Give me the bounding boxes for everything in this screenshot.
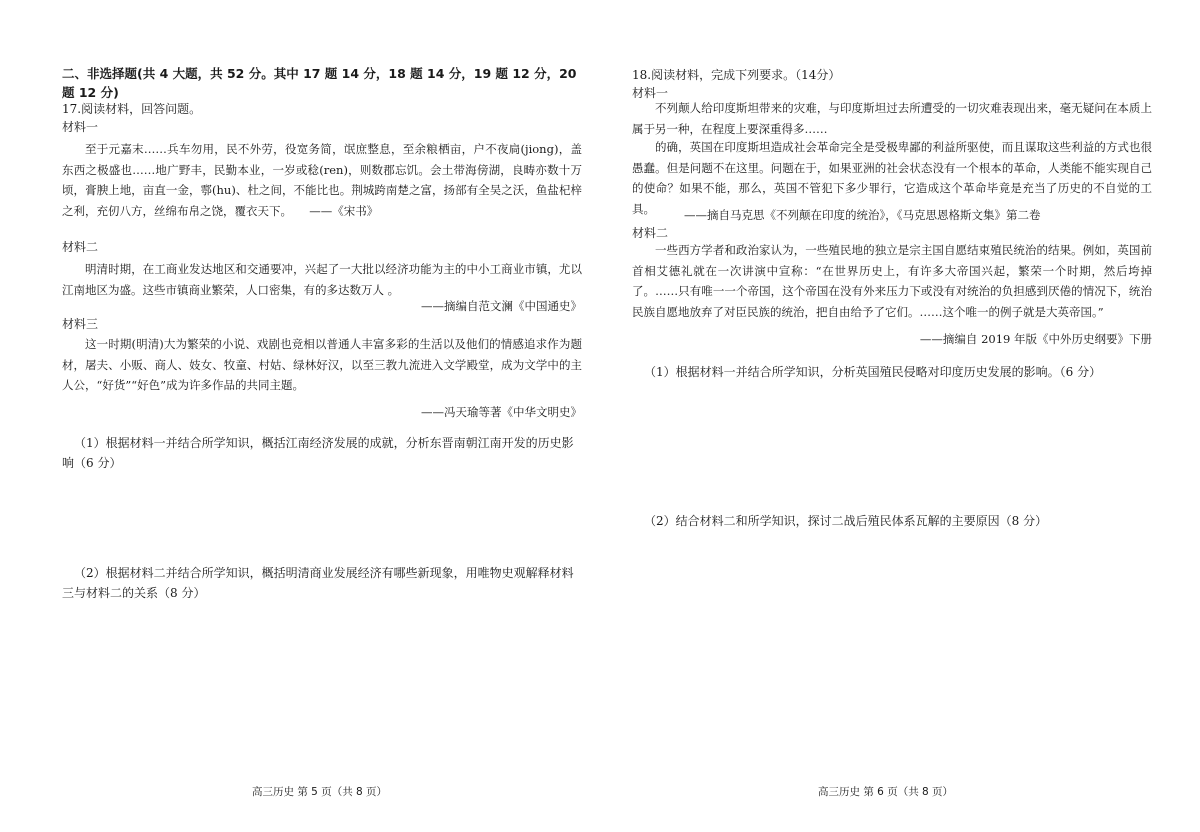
q18-material1-label: 材料一	[632, 86, 669, 100]
left-page-footer: 高三历史 第 5 页（共 8 页）	[252, 786, 388, 798]
q17-material3-label: 材料三	[62, 317, 99, 331]
q17-material3-source: ——冯天瑜等著《中华文明史》	[421, 405, 582, 419]
q18-material1-source: ——摘自马克思《不列颠在印度的统治》，《马克思恩格斯文集》第二卷	[684, 208, 1041, 222]
q17-stem: 17.阅读材料，回答问题。	[62, 102, 202, 116]
q18-material1-text2: 的确，英国在印度斯坦造成社会革命完全是受极卑鄙的利益所驱使，而且谋取这些利益的方式也很愚蠢。但是问题不在这里。问题在于，如果亚洲的社会状态没有一个根本的革命，人类能不能实现自己的使命？如果不能，那么，英国不管犯下多少罪行，它造成这个革命毕竟是充当了历史的不自觉的工具。	[632, 140, 1152, 216]
q17-subquestion-1: （1）根据材料一并结合所学知识，概括江南经济发展的成就，分析东晋南朝江南开发的历史影响（6 分）	[62, 436, 574, 470]
q18-material1-text1: 不列颠人给印度斯坦带来的灾难，与印度斯坦过去所遭受的一切灾难表现出来，毫无疑问在本质上属于另一种，在程度上要深重得多……	[632, 101, 1152, 136]
q17-subquestion-2: （2）根据材料二并结合所学知识，概括明清商业发展经济有哪些新现象，用唯物史观解释材料三与材料二的关系（8 分）	[62, 566, 574, 600]
q17-material2-label: 材料二	[62, 240, 99, 254]
q17-material3-text: 这一时期(明清)大为繁荣的小说、戏剧也竞相以普通人丰富多彩的生活以及他们的情感追求作为题材，屠夫、小贩、商人、妓女、牧童、村姑、绿林好汉，以至三教九流进入文学殿堂，成为文学中的主人公，“好货”“好色”成为许多作品的共同主题。	[62, 337, 582, 392]
q18-material2-label: 材料二	[632, 226, 669, 240]
q18-material2-source: ——摘编自 2019 年版《中外历史纲要》下册	[919, 332, 1152, 346]
q18-subquestion-1: （1）根据材料一并结合所学知识，分析英国殖民侵略对印度历史发展的影响。（6 分）	[644, 365, 1102, 379]
q17-material1-label: 材料一	[62, 120, 99, 134]
q18-stem: 18.阅读材料，完成下列要求。（14分）	[632, 68, 841, 82]
q17-material1-text: 至于元嘉末……兵车勿用，民不外劳，役宽务简，氓庶整息，至余粮栖亩，户不夜扃(jiong)，盖东西之极盛也……地广野丰，民勤本业，一岁或稔(ren)，则数郡忘饥。会土带海傍湖，良畴亦数十万顷，膏腴上地，亩直一金，鄠(hu)、杜之间，不能比也。荆城跨南楚之富，扬部有全吴之沃，鱼盐杞梓之利，充仞八方，丝绵布帛之饶，覆衣天下。 ——《宋书》	[62, 142, 582, 218]
q17-material2-source: ——摘编自范文澜《中国通史》	[421, 299, 582, 313]
q18-subquestion-2: （2）结合材料二和所学知识，探讨二战后殖民体系瓦解的主要原因（8 分）	[644, 514, 1048, 528]
q17-material2-text: 明清时期，在工商业发达地区和交通要冲，兴起了一大批以经济功能为主的中小工商业市镇，尤以江南地区为盛。这些市镇商业繁荣，人口密集，有的多达数万人 。	[62, 262, 582, 297]
right-page-footer: 高三历史 第 6 页（共 8 页）	[818, 786, 954, 798]
section-title: 二、非选择题(共 4 大题，共 52 分。其中 17 题 14 分，18 题 14 分，19 题 12 分，20 题 12 分)	[62, 66, 577, 100]
q18-material2-text: 一些西方学者和政治家认为，一些殖民地的独立是宗主国自愿结束殖民统治的结果。例如，英国前首相艾德礼就在一次讲演中宣称：“在世界历史上，有许多大帝国兴起，繁荣一个时期，然后垮掉了。……只有唯一一个帝国，这个帝国在没有外来压力下或没有对统治的负担感到厌倦的情况下，统治民族自愿地放弃了对臣民族的统治，把自由给予了它们。……这个唯一的例子就是大英帝国。”	[632, 243, 1152, 319]
